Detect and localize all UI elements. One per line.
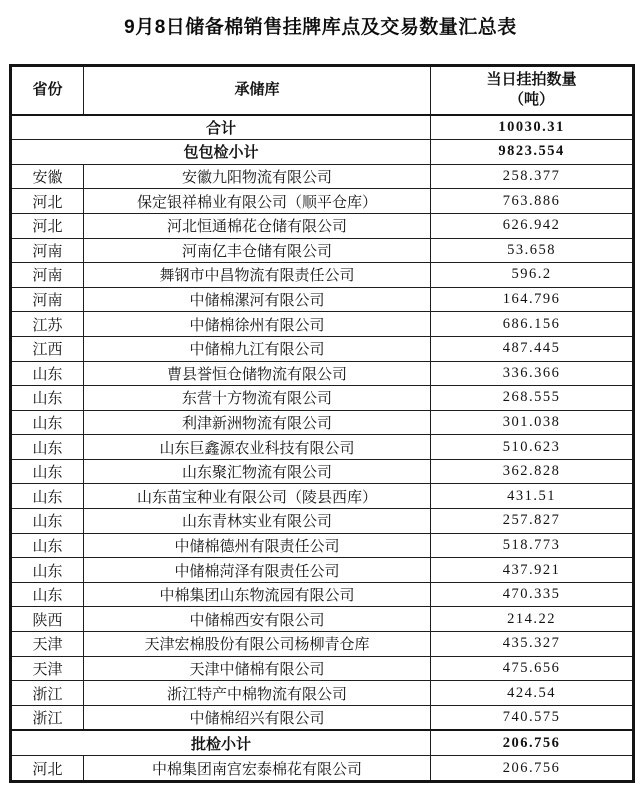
province-cell: 天津: [11, 656, 84, 681]
warehouse-cell: 山东苗宝种业有限公司（陵县西库）: [84, 484, 431, 509]
table-row: [11, 312, 634, 337]
qty-cell: 206.756: [431, 756, 634, 782]
table-row: [11, 435, 634, 460]
warehouse-cell: 中储棉菏泽有限责任公司: [84, 558, 431, 583]
qty-cell: 258.377: [431, 164, 634, 189]
province-cell: 山东: [11, 582, 84, 607]
province-cell: 山东: [11, 386, 84, 411]
warehouse-cell: 中储棉西安有限公司: [84, 607, 431, 632]
province-cell: 河南: [11, 263, 84, 288]
province-cell: 安徽: [11, 164, 84, 189]
col-header-qty: [431, 66, 634, 115]
summary-row: [11, 115, 634, 140]
warehouse-cell: 中储棉漯河有限公司: [84, 287, 431, 312]
warehouse-cell: 天津中储棉有限公司: [84, 656, 431, 681]
qty-cell: 487.445: [431, 336, 634, 361]
table-row: [11, 213, 634, 238]
warehouse-cell: 安徽九阳物流有限公司: [84, 164, 431, 189]
table-row: [11, 607, 634, 632]
col-header-province: 省份: [11, 66, 84, 115]
qty-cell: 740.575: [431, 705, 634, 730]
qty-cell: 510.623: [431, 435, 634, 460]
warehouse-cell: 曹县誉恒仓储物流有限公司: [84, 361, 431, 386]
table-row: [11, 484, 634, 509]
province-cell: 山东: [11, 484, 84, 509]
table-row: [11, 756, 634, 782]
table-row: [11, 582, 634, 607]
table-row: [11, 336, 634, 361]
province-cell: 江苏: [11, 312, 84, 337]
page-title: 9月8日储备棉销售挂牌库点及交易数量汇总表: [124, 17, 517, 38]
province-cell: 山东: [11, 533, 84, 558]
qty-cell: 206.756: [431, 730, 634, 755]
qty-cell: 53.658: [431, 238, 634, 263]
province-cell: 山东: [11, 459, 84, 484]
province-cell: 河南: [11, 238, 84, 263]
table-row: [11, 263, 634, 288]
qty-cell: 362.828: [431, 459, 634, 484]
warehouse-cell: 中储棉九江有限公司: [84, 336, 431, 361]
table-row: [11, 656, 634, 681]
warehouse-cell: 中棉集团南宫宏泰棉花有限公司: [84, 756, 431, 782]
qty-cell: 424.54: [431, 681, 634, 706]
province-cell: 天津: [11, 632, 84, 657]
qty-cell: 518.773: [431, 533, 634, 558]
table-row: [11, 386, 634, 411]
warehouse-cell: 河北恒通棉花仓储有限公司: [84, 213, 431, 238]
qty-cell: 470.335: [431, 582, 634, 607]
warehouse-cell: 山东巨鑫源农业科技有限公司: [84, 435, 431, 460]
table-row: [11, 681, 634, 706]
qty-cell: 763.886: [431, 189, 634, 214]
col-header-warehouse: 承储库: [84, 66, 431, 115]
table-row: [11, 238, 634, 263]
qty-cell: 435.327: [431, 632, 634, 657]
warehouse-cell: 利津新洲物流有限公司: [84, 410, 431, 435]
table-row: [11, 705, 634, 730]
qty-cell: 437.921: [431, 558, 634, 583]
warehouse-cell: 中储棉德州有限责任公司: [84, 533, 431, 558]
cotton-summary-table: [9, 64, 635, 783]
table-row: [11, 558, 634, 583]
table-row: [11, 287, 634, 312]
summary-label-cell: 包包检小计: [11, 140, 431, 165]
qty-cell: 336.366: [431, 361, 634, 386]
warehouse-cell: 天津宏棉股份有限公司杨柳青仓库: [84, 632, 431, 657]
qty-cell: 257.827: [431, 509, 634, 534]
qty-cell: 686.156: [431, 312, 634, 337]
qty-cell: 475.656: [431, 656, 634, 681]
qty-cell: 10030.31: [431, 115, 634, 140]
warehouse-cell: 河南亿丰仓储有限公司: [84, 238, 431, 263]
warehouse-cell: 中棉集团山东物流园有限公司: [84, 582, 431, 607]
warehouse-cell: 中储棉徐州有限公司: [84, 312, 431, 337]
province-cell: 河北: [11, 189, 84, 214]
warehouse-cell: 东营十方物流有限公司: [84, 386, 431, 411]
province-cell: 山东: [11, 509, 84, 534]
table-row: [11, 509, 634, 534]
table-row: [11, 632, 634, 657]
summary-label-cell: 批检小计: [11, 730, 431, 755]
summary-label-cell: 合计: [11, 115, 431, 140]
qty-cell: 301.038: [431, 410, 634, 435]
table-row: [11, 164, 634, 189]
province-cell: 陕西: [11, 607, 84, 632]
summary-row: [11, 730, 634, 755]
qty-cell: 214.22: [431, 607, 634, 632]
province-cell: 浙江: [11, 681, 84, 706]
header-row: [11, 66, 634, 115]
warehouse-cell: 浙江特产中棉物流有限公司: [84, 681, 431, 706]
qty-cell: 626.942: [431, 213, 634, 238]
table-row: [11, 361, 634, 386]
warehouse-cell: 保定银祥棉业有限公司（顺平仓库）: [84, 189, 431, 214]
col-header-qty-line2: （吨）: [508, 91, 554, 109]
province-cell: 山东: [11, 558, 84, 583]
province-cell: 江西: [11, 336, 84, 361]
province-cell: 浙江: [11, 705, 84, 730]
province-cell: 山东: [11, 410, 84, 435]
warehouse-cell: 舞钢市中昌物流有限责任公司: [84, 263, 431, 288]
col-header-qty-line1: 当日挂拍数量: [486, 71, 577, 89]
table-row: [11, 189, 634, 214]
province-cell: 河北: [11, 756, 84, 782]
table-row: [11, 410, 634, 435]
province-cell: 河北: [11, 213, 84, 238]
qty-cell: 596.2: [431, 263, 634, 288]
warehouse-cell: 中储棉绍兴有限公司: [84, 705, 431, 730]
table-body: [11, 115, 634, 782]
warehouse-cell: 山东聚汇物流有限公司: [84, 459, 431, 484]
qty-cell: 9823.554: [431, 140, 634, 165]
summary-row: [11, 140, 634, 165]
warehouse-cell: 山东青林实业有限公司: [84, 509, 431, 534]
province-cell: 山东: [11, 435, 84, 460]
qty-cell: 431.51: [431, 484, 634, 509]
qty-cell: 268.555: [431, 386, 634, 411]
qty-cell: 164.796: [431, 287, 634, 312]
table-row: [11, 533, 634, 558]
province-cell: 河南: [11, 287, 84, 312]
table-row: [11, 459, 634, 484]
province-cell: 山东: [11, 361, 84, 386]
